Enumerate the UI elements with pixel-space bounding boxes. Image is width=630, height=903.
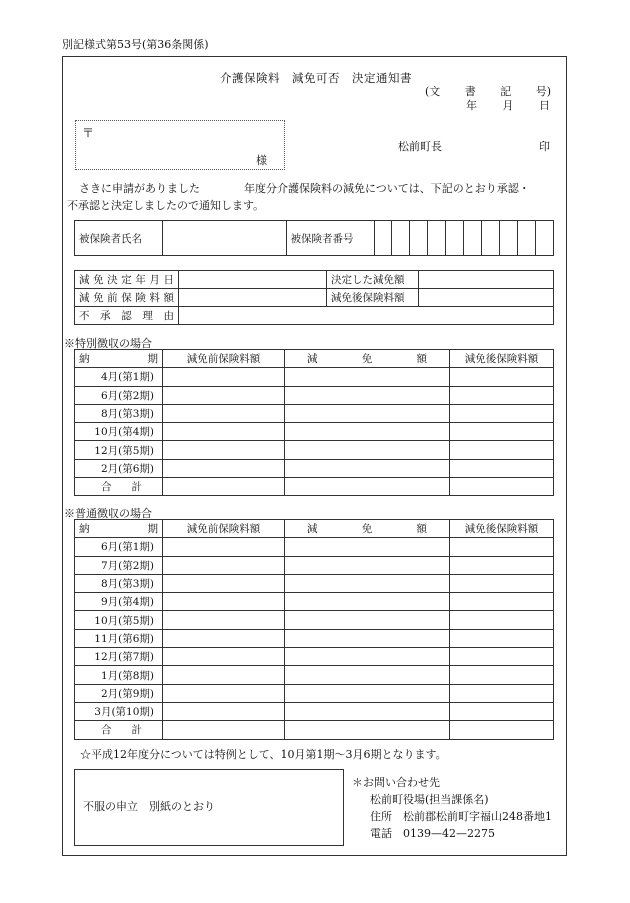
after-amount-cell[interactable] — [450, 538, 554, 556]
special-note: ☆平成12年度分については特例として、10月第1期〜3月6期となります。 — [80, 748, 447, 761]
after-amount-cell[interactable] — [450, 459, 554, 477]
table-row — [75, 404, 554, 422]
contact-heading: ＊お問い合わせ先 — [352, 776, 440, 789]
before-amount-cell[interactable] — [163, 368, 285, 386]
before-amount-cell[interactable] — [163, 684, 285, 702]
col-before-header: 減免前保険料額 — [163, 350, 285, 368]
document-title: 介護保険料 減免可否 決定通知書 — [220, 71, 412, 85]
premium-before-field[interactable] — [179, 289, 327, 307]
after-amount-cell[interactable] — [450, 368, 554, 386]
after-amount-cell[interactable] — [450, 441, 554, 459]
total-after-cell[interactable] — [450, 478, 554, 496]
insured-number-digit[interactable] — [392, 221, 410, 256]
insured-number-digit[interactable] — [446, 221, 464, 256]
reduction-amount-label: 決定した減免額 — [327, 271, 419, 289]
reduction-amount-cell[interactable] — [285, 702, 450, 720]
insured-number-digit[interactable] — [535, 221, 553, 256]
insured-number-digit[interactable] — [374, 221, 392, 256]
period-cell: 11月(第6期) — [75, 629, 163, 647]
contact-phone: 電話 0139—42—2275 — [370, 827, 495, 840]
decision-date-label: 減 免 決 定 年 月 日 — [75, 271, 179, 289]
docnum-close: 号) — [535, 85, 551, 98]
total-before-cell[interactable] — [163, 721, 285, 739]
date-day: 日 — [539, 99, 550, 112]
reduction-amount-cell[interactable] — [285, 459, 450, 477]
postal-mark: 〒 — [82, 126, 95, 140]
ordinary-collection-table — [74, 519, 554, 740]
total-before-cell[interactable] — [163, 478, 285, 496]
insured-name-label: 被保険者氏名 — [75, 221, 163, 256]
insured-number-digit[interactable] — [500, 221, 518, 256]
ordinary-collection-heading: ※普通徴収の場合 — [64, 507, 152, 520]
period-cell: 8月(第3期) — [75, 574, 163, 592]
total-reduction-cell[interactable] — [285, 721, 450, 739]
premium-before-label: 減 免 前 保 険 料 額 — [75, 289, 179, 307]
total-row — [75, 721, 554, 739]
table-row — [75, 684, 554, 702]
period-cell: 10月(第4期) — [75, 423, 163, 441]
after-amount-cell[interactable] — [450, 702, 554, 720]
before-amount-cell[interactable] — [163, 666, 285, 684]
table-row — [75, 368, 554, 386]
table-row — [75, 629, 554, 647]
decision-table — [74, 270, 554, 325]
issue-date — [466, 97, 550, 113]
table-row — [75, 459, 554, 477]
insured-name-field[interactable] — [162, 221, 286, 256]
col-reduction-header: 減 免 額 — [285, 350, 450, 368]
honorific: 様 — [256, 154, 267, 167]
period-cell: 9月(第4期) — [75, 593, 163, 611]
contact-address: 住所 松前郡松前町字福山248番地1 — [370, 810, 552, 823]
docnum-char-1: 書 — [464, 85, 476, 98]
total-after-cell[interactable] — [450, 721, 554, 739]
before-amount-cell[interactable] — [163, 538, 285, 556]
period-cell: 6月(第2期) — [75, 386, 163, 404]
reduction-amount-cell[interactable] — [285, 441, 450, 459]
period-cell: 3月(第10期) — [75, 702, 163, 720]
col-after-header: 減免後保険料額 — [450, 520, 554, 538]
col-reduction-header: 減 免 額 — [285, 520, 450, 538]
form-number-label: 別記様式第53号(第36条関係) — [62, 38, 209, 51]
reduction-amount-cell[interactable] — [285, 423, 450, 441]
col-after-header: 減免後保険料額 — [450, 350, 554, 368]
insured-table — [74, 220, 554, 256]
contact-office: 松前町役場(担当課係名) — [370, 793, 489, 806]
before-amount-cell[interactable] — [163, 441, 285, 459]
reduction-amount-cell[interactable] — [285, 666, 450, 684]
before-amount-cell[interactable] — [163, 629, 285, 647]
table-row — [75, 556, 554, 574]
total-label: 合 計 — [75, 478, 163, 496]
after-amount-cell[interactable] — [450, 574, 554, 592]
period-cell: 4月(第1期) — [75, 368, 163, 386]
date-year: 年 — [466, 99, 477, 112]
intro-paragraph — [67, 180, 563, 214]
before-amount-cell[interactable] — [163, 593, 285, 611]
period-cell: 6月(第1期) — [75, 538, 163, 556]
seal-mark: 印 — [539, 140, 550, 153]
after-amount-cell[interactable] — [450, 611, 554, 629]
reduction-amount-cell[interactable] — [285, 629, 450, 647]
total-reduction-cell[interactable] — [285, 478, 450, 496]
after-amount-cell[interactable] — [450, 404, 554, 422]
intro-part1: さきに申請がありました — [79, 182, 200, 195]
table-row — [75, 441, 554, 459]
before-amount-cell[interactable] — [163, 648, 285, 666]
table-row — [75, 611, 554, 629]
special-collection-heading: ※特別徴収の場合 — [64, 337, 152, 350]
table-row — [75, 386, 554, 404]
insured-number-digit[interactable] — [518, 221, 536, 256]
total-label: 合 計 — [75, 721, 163, 739]
insured-number-digit[interactable] — [428, 221, 446, 256]
reduction-amount-cell[interactable] — [285, 556, 450, 574]
issuer-mayor: 松前町長 — [398, 140, 442, 153]
period-cell: 12月(第5期) — [75, 441, 163, 459]
after-amount-cell[interactable] — [450, 684, 554, 702]
reduction-amount-cell[interactable] — [285, 611, 450, 629]
objection-box — [74, 769, 344, 846]
before-amount-cell[interactable] — [163, 611, 285, 629]
reduction-amount-cell[interactable] — [285, 368, 450, 386]
recipient-address-box[interactable] — [75, 120, 285, 170]
table-row — [75, 593, 554, 611]
reduction-amount-cell[interactable] — [285, 538, 450, 556]
after-amount-cell[interactable] — [450, 648, 554, 666]
reduction-amount-cell[interactable] — [285, 593, 450, 611]
total-row — [75, 478, 554, 496]
after-amount-cell[interactable] — [450, 556, 554, 574]
rejection-reason-label: 不 承 認 理 由 — [75, 307, 179, 325]
docnum-char-2: 記 — [500, 85, 512, 98]
table-row — [75, 574, 554, 592]
period-cell: 2月(第9期) — [75, 684, 163, 702]
intro-line2: 不承認と決定しましたので通知します。 — [67, 199, 265, 212]
reduction-amount-field[interactable] — [419, 271, 554, 289]
after-amount-cell[interactable] — [450, 423, 554, 441]
before-amount-cell[interactable] — [163, 404, 285, 422]
before-amount-cell[interactable] — [163, 702, 285, 720]
table-row — [75, 538, 554, 556]
table-row — [75, 702, 554, 720]
after-amount-cell[interactable] — [450, 593, 554, 611]
reduction-amount-cell[interactable] — [285, 648, 450, 666]
reduction-amount-cell[interactable] — [285, 404, 450, 422]
intro-part2: 年度分介護保険料の減免については、下記のとおり承認・ — [244, 182, 530, 195]
objection-text: 不服の申立 別紙のとおり — [83, 800, 215, 813]
period-cell: 10月(第5期) — [75, 611, 163, 629]
period-cell: 8月(第3期) — [75, 404, 163, 422]
after-amount-cell[interactable] — [450, 629, 554, 647]
insured-number-digit[interactable] — [464, 221, 482, 256]
reduction-amount-cell[interactable] — [285, 684, 450, 702]
contact-info — [352, 774, 552, 842]
period-cell: 2月(第6期) — [75, 459, 163, 477]
before-amount-cell[interactable] — [163, 556, 285, 574]
table-row — [75, 423, 554, 441]
docnum-open: (文 — [425, 85, 441, 98]
col-period-header: 納 期 — [75, 520, 163, 538]
period-cell: 1月(第8期) — [75, 666, 163, 684]
col-before-header: 減免前保険料額 — [163, 520, 285, 538]
premium-after-label: 減免後保険料額 — [327, 289, 419, 307]
period-cell: 7月(第2期) — [75, 556, 163, 574]
after-amount-cell[interactable] — [450, 666, 554, 684]
before-amount-cell[interactable] — [163, 574, 285, 592]
before-amount-cell[interactable] — [163, 459, 285, 477]
period-cell: 12月(第7期) — [75, 648, 163, 666]
table-row — [75, 666, 554, 684]
decision-date-field[interactable] — [179, 271, 327, 289]
col-period-header: 納 期 — [75, 350, 163, 368]
special-collection-table — [74, 349, 554, 496]
date-month: 月 — [502, 99, 514, 112]
rejection-reason-field[interactable] — [179, 307, 554, 325]
before-amount-cell[interactable] — [163, 423, 285, 441]
reduction-amount-cell[interactable] — [285, 574, 450, 592]
insured-number-label: 被保険者番号 — [286, 221, 374, 256]
reduction-amount-cell[interactable] — [285, 386, 450, 404]
table-row — [75, 648, 554, 666]
premium-after-field[interactable] — [419, 289, 554, 307]
before-amount-cell[interactable] — [163, 386, 285, 404]
insured-number-digit[interactable] — [482, 221, 500, 256]
after-amount-cell[interactable] — [450, 386, 554, 404]
insured-number-digit[interactable] — [410, 221, 428, 256]
